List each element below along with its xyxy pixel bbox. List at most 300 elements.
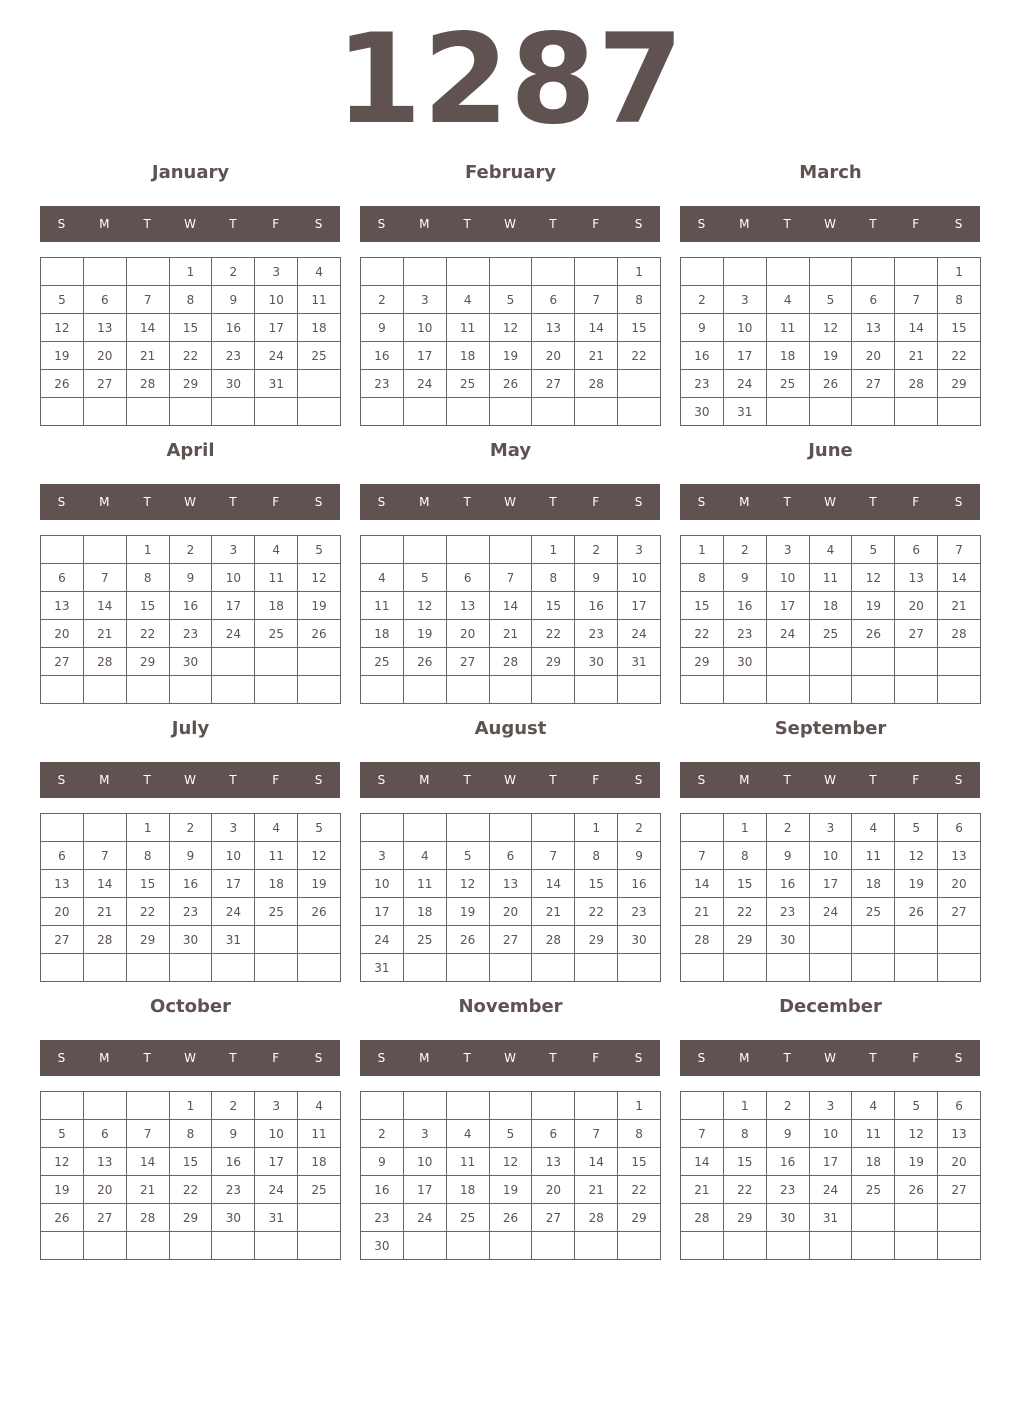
day-cell: 6 bbox=[41, 564, 84, 592]
empty-cell bbox=[618, 954, 661, 982]
day-cell: 25 bbox=[447, 1204, 490, 1232]
empty-cell bbox=[767, 954, 810, 982]
day-cell: 31 bbox=[618, 648, 661, 676]
empty-cell bbox=[84, 676, 127, 704]
day-cell: 7 bbox=[84, 564, 127, 592]
empty-cell bbox=[810, 648, 853, 676]
weekday-label: T bbox=[549, 495, 557, 509]
weekday-header bbox=[680, 484, 980, 520]
day-cell: 13 bbox=[532, 1148, 575, 1176]
day-cell: 6 bbox=[532, 1120, 575, 1148]
day-cell: 5 bbox=[447, 842, 490, 870]
day-cell: 23 bbox=[767, 1176, 810, 1204]
weekday-label: S bbox=[697, 217, 706, 231]
day-cell: 7 bbox=[681, 1120, 724, 1148]
day-cell: 21 bbox=[490, 620, 533, 648]
empty-cell bbox=[127, 954, 170, 982]
day-cell: 28 bbox=[490, 648, 533, 676]
empty-cell bbox=[895, 676, 938, 704]
day-grid bbox=[680, 257, 981, 426]
empty-cell bbox=[724, 676, 767, 704]
day-cell: 14 bbox=[681, 870, 724, 898]
empty-cell bbox=[852, 1232, 895, 1260]
day-cell: 27 bbox=[895, 620, 938, 648]
weekday-label: W bbox=[504, 495, 516, 509]
empty-cell bbox=[127, 258, 170, 286]
day-cell: 1 bbox=[618, 1092, 661, 1120]
month-name: May bbox=[489, 440, 532, 461]
empty-cell bbox=[447, 1092, 490, 1120]
day-cell: 12 bbox=[895, 842, 938, 870]
month-name: September bbox=[774, 718, 887, 739]
day-cell: 26 bbox=[852, 620, 895, 648]
empty-cell bbox=[852, 954, 895, 982]
weekday-label: F bbox=[912, 1051, 920, 1065]
day-cell: 8 bbox=[170, 286, 213, 314]
weekday-label: T bbox=[463, 1051, 471, 1065]
empty-cell bbox=[852, 648, 895, 676]
empty-cell bbox=[404, 814, 447, 842]
day-cell: 10 bbox=[361, 870, 404, 898]
weekday-label: S bbox=[57, 773, 66, 787]
empty-cell bbox=[404, 1232, 447, 1260]
day-cell: 15 bbox=[127, 870, 170, 898]
empty-cell bbox=[490, 258, 533, 286]
day-cell: 7 bbox=[490, 564, 533, 592]
day-cell: 12 bbox=[404, 592, 447, 620]
day-cell: 31 bbox=[810, 1204, 853, 1232]
day-cell: 11 bbox=[852, 842, 895, 870]
day-cell: 17 bbox=[767, 592, 810, 620]
empty-cell bbox=[532, 258, 575, 286]
day-cell: 30 bbox=[170, 926, 213, 954]
day-cell: 1 bbox=[681, 536, 724, 564]
day-cell: 19 bbox=[852, 592, 895, 620]
day-cell: 4 bbox=[447, 286, 490, 314]
day-cell: 13 bbox=[447, 592, 490, 620]
month-name: July bbox=[171, 718, 210, 739]
empty-cell bbox=[361, 258, 404, 286]
empty-cell bbox=[255, 926, 298, 954]
day-cell: 26 bbox=[490, 370, 533, 398]
empty-cell bbox=[618, 676, 661, 704]
day-grid bbox=[360, 535, 661, 704]
empty-cell bbox=[447, 536, 490, 564]
day-cell: 20 bbox=[41, 898, 84, 926]
day-cell: 21 bbox=[84, 898, 127, 926]
empty-cell bbox=[938, 954, 981, 982]
day-cell: 9 bbox=[361, 1148, 404, 1176]
empty-cell bbox=[490, 954, 533, 982]
day-cell: 25 bbox=[852, 898, 895, 926]
month-name: January bbox=[151, 162, 230, 183]
day-cell: 6 bbox=[490, 842, 533, 870]
day-cell: 30 bbox=[212, 370, 255, 398]
weekday-label: T bbox=[549, 217, 557, 231]
day-grid bbox=[360, 1091, 661, 1260]
day-cell: 28 bbox=[84, 926, 127, 954]
weekday-label: S bbox=[57, 495, 66, 509]
weekday-label: T bbox=[869, 773, 877, 787]
day-cell: 14 bbox=[575, 314, 618, 342]
weekday-label: F bbox=[592, 773, 600, 787]
day-cell: 25 bbox=[255, 620, 298, 648]
day-cell: 20 bbox=[532, 342, 575, 370]
day-cell: 11 bbox=[767, 314, 810, 342]
day-cell: 7 bbox=[575, 1120, 618, 1148]
empty-cell bbox=[490, 676, 533, 704]
empty-cell bbox=[404, 258, 447, 286]
day-cell: 8 bbox=[532, 564, 575, 592]
empty-cell bbox=[895, 926, 938, 954]
day-cell: 7 bbox=[895, 286, 938, 314]
day-cell: 19 bbox=[447, 898, 490, 926]
weekday-label: M bbox=[739, 1051, 750, 1065]
day-cell: 14 bbox=[84, 870, 127, 898]
empty-cell bbox=[41, 814, 84, 842]
weekday-label: S bbox=[377, 1051, 386, 1065]
day-cell: 1 bbox=[127, 536, 170, 564]
weekday-label: T bbox=[783, 1051, 791, 1065]
weekday-header bbox=[680, 206, 980, 242]
day-cell: 28 bbox=[895, 370, 938, 398]
weekday-label: M bbox=[419, 773, 430, 787]
day-cell: 22 bbox=[532, 620, 575, 648]
weekday-label: F bbox=[592, 1051, 600, 1065]
day-cell: 1 bbox=[127, 814, 170, 842]
empty-cell bbox=[255, 1232, 298, 1260]
empty-cell bbox=[810, 676, 853, 704]
day-cell: 18 bbox=[255, 592, 298, 620]
day-cell: 15 bbox=[575, 870, 618, 898]
day-cell: 10 bbox=[810, 1120, 853, 1148]
day-cell: 26 bbox=[41, 370, 84, 398]
day-cell: 8 bbox=[938, 286, 981, 314]
day-cell: 22 bbox=[681, 620, 724, 648]
empty-cell bbox=[298, 954, 341, 982]
day-cell: 23 bbox=[212, 1176, 255, 1204]
day-cell: 29 bbox=[532, 648, 575, 676]
empty-cell bbox=[212, 676, 255, 704]
day-cell: 9 bbox=[170, 564, 213, 592]
day-cell: 10 bbox=[212, 842, 255, 870]
day-cell: 26 bbox=[490, 1204, 533, 1232]
day-cell: 22 bbox=[575, 898, 618, 926]
empty-cell bbox=[404, 536, 447, 564]
weekday-label: F bbox=[272, 773, 280, 787]
day-cell: 17 bbox=[212, 592, 255, 620]
day-cell: 24 bbox=[404, 370, 447, 398]
day-cell: 25 bbox=[447, 370, 490, 398]
day-cell: 25 bbox=[767, 370, 810, 398]
empty-cell bbox=[298, 1204, 341, 1232]
day-cell: 23 bbox=[212, 342, 255, 370]
day-cell: 26 bbox=[41, 1204, 84, 1232]
weekday-label: F bbox=[912, 217, 920, 231]
day-cell: 8 bbox=[170, 1120, 213, 1148]
day-cell: 8 bbox=[724, 1120, 767, 1148]
day-cell: 9 bbox=[681, 314, 724, 342]
empty-cell bbox=[490, 1232, 533, 1260]
day-cell: 25 bbox=[810, 620, 853, 648]
day-cell: 11 bbox=[255, 842, 298, 870]
day-cell: 26 bbox=[447, 926, 490, 954]
weekday-header bbox=[40, 762, 340, 798]
empty-cell bbox=[810, 926, 853, 954]
day-cell: 26 bbox=[298, 898, 341, 926]
day-cell: 3 bbox=[810, 1092, 853, 1120]
weekday-label: W bbox=[184, 217, 196, 231]
day-cell: 4 bbox=[298, 1092, 341, 1120]
day-grid bbox=[40, 257, 341, 426]
day-cell: 10 bbox=[404, 1148, 447, 1176]
empty-cell bbox=[724, 954, 767, 982]
weekday-label: W bbox=[504, 773, 516, 787]
weekday-label: S bbox=[314, 217, 323, 231]
day-cell: 20 bbox=[84, 1176, 127, 1204]
day-grid bbox=[680, 535, 981, 704]
empty-cell bbox=[170, 1232, 213, 1260]
empty-cell bbox=[127, 676, 170, 704]
day-cell: 15 bbox=[618, 314, 661, 342]
day-cell: 14 bbox=[895, 314, 938, 342]
weekday-label: M bbox=[99, 1051, 110, 1065]
day-cell: 16 bbox=[724, 592, 767, 620]
day-cell: 19 bbox=[490, 342, 533, 370]
weekday-label: S bbox=[697, 1051, 706, 1065]
day-cell: 19 bbox=[810, 342, 853, 370]
day-cell: 12 bbox=[490, 314, 533, 342]
month-name: November bbox=[458, 996, 563, 1017]
day-cell: 5 bbox=[298, 536, 341, 564]
day-cell: 20 bbox=[490, 898, 533, 926]
weekday-header bbox=[360, 1040, 660, 1076]
empty-cell bbox=[938, 926, 981, 954]
day-cell: 4 bbox=[255, 536, 298, 564]
day-cell: 13 bbox=[41, 592, 84, 620]
day-cell: 19 bbox=[404, 620, 447, 648]
day-cell: 11 bbox=[810, 564, 853, 592]
day-cell: 26 bbox=[298, 620, 341, 648]
day-cell: 7 bbox=[127, 286, 170, 314]
day-cell: 28 bbox=[84, 648, 127, 676]
day-cell: 18 bbox=[767, 342, 810, 370]
day-cell: 12 bbox=[41, 314, 84, 342]
day-cell: 19 bbox=[41, 342, 84, 370]
day-grid bbox=[680, 1091, 981, 1260]
empty-cell bbox=[361, 676, 404, 704]
empty-cell bbox=[404, 954, 447, 982]
day-cell: 1 bbox=[170, 1092, 213, 1120]
weekday-label: T bbox=[783, 217, 791, 231]
day-cell: 27 bbox=[938, 898, 981, 926]
day-cell: 17 bbox=[255, 314, 298, 342]
day-cell: 17 bbox=[404, 342, 447, 370]
day-cell: 2 bbox=[575, 536, 618, 564]
day-cell: 30 bbox=[212, 1204, 255, 1232]
day-cell: 14 bbox=[127, 1148, 170, 1176]
day-cell: 8 bbox=[681, 564, 724, 592]
day-cell: 24 bbox=[810, 1176, 853, 1204]
empty-cell bbox=[298, 1232, 341, 1260]
day-cell: 26 bbox=[810, 370, 853, 398]
day-cell: 28 bbox=[575, 1204, 618, 1232]
year-title: 1287 bbox=[335, 8, 685, 152]
day-cell: 18 bbox=[852, 870, 895, 898]
day-cell: 1 bbox=[575, 814, 618, 842]
empty-cell bbox=[575, 676, 618, 704]
day-cell: 16 bbox=[212, 1148, 255, 1176]
empty-cell bbox=[852, 676, 895, 704]
day-cell: 18 bbox=[810, 592, 853, 620]
month-name: April bbox=[166, 440, 215, 461]
empty-cell bbox=[852, 1204, 895, 1232]
day-cell: 12 bbox=[41, 1148, 84, 1176]
day-cell: 14 bbox=[681, 1148, 724, 1176]
empty-cell bbox=[212, 648, 255, 676]
day-cell: 30 bbox=[361, 1232, 404, 1260]
day-cell: 13 bbox=[41, 870, 84, 898]
day-cell: 21 bbox=[575, 1176, 618, 1204]
day-cell: 1 bbox=[618, 258, 661, 286]
day-cell: 19 bbox=[490, 1176, 533, 1204]
day-cell: 31 bbox=[724, 398, 767, 426]
day-cell: 15 bbox=[170, 314, 213, 342]
day-cell: 31 bbox=[212, 926, 255, 954]
day-cell: 1 bbox=[170, 258, 213, 286]
day-cell: 15 bbox=[170, 1148, 213, 1176]
weekday-label: T bbox=[549, 1051, 557, 1065]
day-cell: 23 bbox=[618, 898, 661, 926]
day-cell: 21 bbox=[681, 1176, 724, 1204]
day-cell: 22 bbox=[618, 342, 661, 370]
empty-cell bbox=[490, 814, 533, 842]
day-cell: 10 bbox=[724, 314, 767, 342]
day-cell: 20 bbox=[84, 342, 127, 370]
day-cell: 21 bbox=[127, 1176, 170, 1204]
day-cell: 3 bbox=[724, 286, 767, 314]
day-cell: 1 bbox=[532, 536, 575, 564]
weekday-header bbox=[360, 206, 660, 242]
day-cell: 30 bbox=[767, 1204, 810, 1232]
day-cell: 17 bbox=[255, 1148, 298, 1176]
day-cell: 27 bbox=[84, 1204, 127, 1232]
day-cell: 7 bbox=[532, 842, 575, 870]
day-cell: 2 bbox=[170, 814, 213, 842]
day-cell: 12 bbox=[895, 1120, 938, 1148]
day-cell: 8 bbox=[127, 564, 170, 592]
day-cell: 28 bbox=[681, 1204, 724, 1232]
day-grid bbox=[360, 257, 661, 426]
empty-cell bbox=[84, 1092, 127, 1120]
day-cell: 9 bbox=[767, 1120, 810, 1148]
weekday-label: S bbox=[377, 495, 386, 509]
day-cell: 28 bbox=[681, 926, 724, 954]
day-cell: 15 bbox=[724, 1148, 767, 1176]
day-cell: 6 bbox=[532, 286, 575, 314]
empty-cell bbox=[361, 398, 404, 426]
day-cell: 18 bbox=[852, 1148, 895, 1176]
empty-cell bbox=[681, 1092, 724, 1120]
day-cell: 21 bbox=[575, 342, 618, 370]
empty-cell bbox=[41, 1092, 84, 1120]
day-cell: 26 bbox=[895, 1176, 938, 1204]
empty-cell bbox=[447, 814, 490, 842]
day-cell: 18 bbox=[255, 870, 298, 898]
day-cell: 24 bbox=[255, 342, 298, 370]
day-cell: 3 bbox=[618, 536, 661, 564]
empty-cell bbox=[255, 648, 298, 676]
empty-cell bbox=[212, 954, 255, 982]
weekday-label: T bbox=[143, 1051, 151, 1065]
day-cell: 11 bbox=[298, 286, 341, 314]
day-cell: 6 bbox=[895, 536, 938, 564]
weekday-label: T bbox=[229, 1051, 237, 1065]
empty-cell bbox=[532, 1092, 575, 1120]
day-cell: 3 bbox=[404, 286, 447, 314]
empty-cell bbox=[575, 1232, 618, 1260]
day-cell: 25 bbox=[255, 898, 298, 926]
empty-cell bbox=[895, 648, 938, 676]
day-cell: 27 bbox=[532, 1204, 575, 1232]
weekday-label: W bbox=[504, 1051, 516, 1065]
day-cell: 23 bbox=[170, 620, 213, 648]
day-cell: 9 bbox=[212, 1120, 255, 1148]
day-cell: 16 bbox=[681, 342, 724, 370]
day-cell: 12 bbox=[298, 842, 341, 870]
day-cell: 2 bbox=[681, 286, 724, 314]
weekday-header bbox=[360, 762, 660, 798]
day-cell: 16 bbox=[767, 1148, 810, 1176]
empty-cell bbox=[255, 398, 298, 426]
day-cell: 12 bbox=[490, 1148, 533, 1176]
day-cell: 15 bbox=[127, 592, 170, 620]
weekday-label: M bbox=[739, 495, 750, 509]
day-cell: 1 bbox=[724, 814, 767, 842]
weekday-label: F bbox=[272, 1051, 280, 1065]
empty-cell bbox=[361, 536, 404, 564]
day-cell: 10 bbox=[255, 1120, 298, 1148]
empty-cell bbox=[84, 258, 127, 286]
empty-cell bbox=[618, 370, 661, 398]
day-cell: 3 bbox=[810, 814, 853, 842]
day-cell: 11 bbox=[361, 592, 404, 620]
empty-cell bbox=[681, 1232, 724, 1260]
day-cell: 18 bbox=[447, 342, 490, 370]
weekday-label: S bbox=[634, 773, 643, 787]
empty-cell bbox=[255, 954, 298, 982]
day-cell: 3 bbox=[212, 536, 255, 564]
day-cell: 19 bbox=[298, 870, 341, 898]
day-cell: 23 bbox=[361, 1204, 404, 1232]
day-cell: 24 bbox=[810, 898, 853, 926]
day-cell: 24 bbox=[212, 898, 255, 926]
day-cell: 6 bbox=[938, 1092, 981, 1120]
weekday-label: M bbox=[419, 495, 430, 509]
day-cell: 4 bbox=[404, 842, 447, 870]
day-cell: 13 bbox=[532, 314, 575, 342]
day-cell: 2 bbox=[361, 286, 404, 314]
day-cell: 14 bbox=[938, 564, 981, 592]
day-cell: 29 bbox=[681, 648, 724, 676]
day-cell: 12 bbox=[852, 564, 895, 592]
day-cell: 9 bbox=[618, 842, 661, 870]
day-cell: 29 bbox=[618, 1204, 661, 1232]
weekday-label: S bbox=[377, 773, 386, 787]
empty-cell bbox=[938, 1232, 981, 1260]
day-cell: 16 bbox=[170, 870, 213, 898]
day-cell: 13 bbox=[938, 1120, 981, 1148]
